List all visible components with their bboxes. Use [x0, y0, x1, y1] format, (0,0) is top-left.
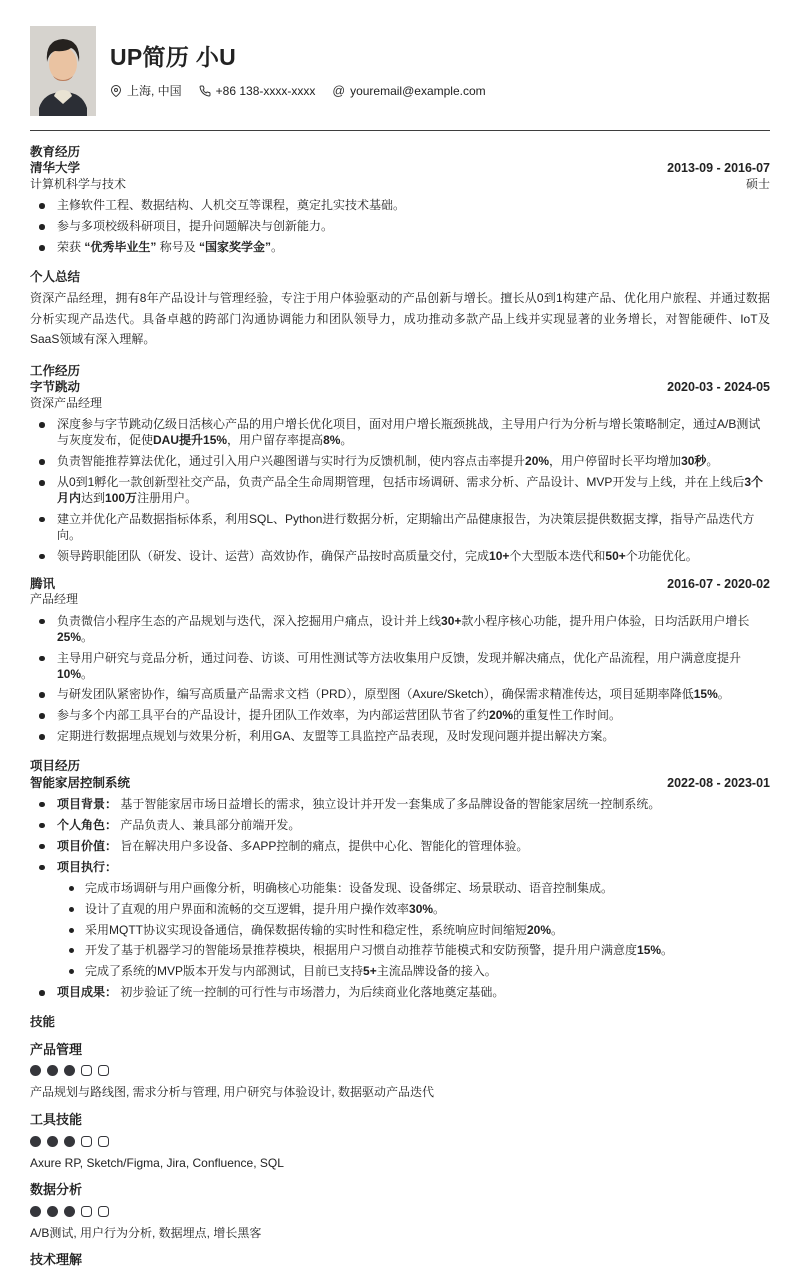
skill-dot	[98, 1136, 109, 1147]
location-text: 上海, 中国	[127, 83, 182, 98]
job-right	[667, 576, 770, 592]
sub-bullet-item: 完成了系统的MVP版本开发与内部测试，目前已支持5+主流品牌设备的接入。	[57, 964, 770, 980]
bullet-item: 参与多个内部工具平台的产品设计，提升团队工作效率，为内部运营团队节省了约20%的重复性工作时间。	[30, 708, 770, 724]
bullet-item: 参与多项校级科研项目，提升问题解决与创新能力。	[30, 219, 770, 235]
bullet-item: 负责智能推荐算法优化，通过引入用户兴趣图谱与实时行为反馈机制，使内容点击率提升20%，用户停留时长平均增加30秒。	[30, 454, 770, 470]
skill-group-name: 工具技能	[30, 1111, 83, 1127]
bullet-item: 负责微信小程序生态的产品规划与迭代，深入挖掘用户痛点，设计并上线30+款小程序核心功能，提升用户体验，日均活跃用户增长25%。	[30, 614, 770, 646]
project-entry-head	[30, 775, 770, 791]
section-title-projects: 项目经历	[30, 759, 81, 774]
skill-group-name: 技术理解	[30, 1251, 83, 1267]
job-list	[30, 379, 770, 745]
project-bullet-text: 项目成果： 初步验证了统一控制的可行性与市场潜力，为后续商业化落地奠定基础。	[57, 985, 505, 1000]
page-title: UP简历 小U	[110, 43, 237, 70]
header-text	[110, 43, 486, 99]
contact-phone	[199, 84, 316, 100]
skill-group	[30, 1252, 770, 1276]
at-icon: @	[332, 84, 346, 99]
contact-row	[110, 84, 486, 100]
skill-level-indicator	[30, 1065, 770, 1076]
section-title-education: 教育经历	[30, 145, 81, 159]
skill-dot	[30, 1136, 41, 1147]
bullet-item: 领导跨职能团队（研发、设计、运营）高效协作，确保产品按时高质量交付，完成10+个大型版本迭代和50+个功能优化。	[30, 549, 770, 565]
section-skills	[30, 1014, 770, 1275]
company-name: 字节跳动	[30, 380, 81, 395]
skill-dot	[64, 1136, 75, 1147]
degree-name: 硕士	[745, 176, 770, 191]
skill-group	[30, 1112, 770, 1171]
job-entry	[30, 379, 770, 564]
bullet-item: 建立并优化产品数据指标体系，利用SQL、Python进行数据分析，定期输出产品健康报告，为决策层提供数据支撑，指导产品迭代方向。	[30, 512, 770, 544]
job-left	[30, 576, 78, 608]
sub-bullet-item: 完成市场调研与用户画像分析，明确核心功能集：设备发现、设备绑定、场景联动、语音控制集成。	[57, 881, 770, 897]
skill-group	[30, 1042, 770, 1101]
map-pin-icon	[110, 85, 122, 97]
project-bullet	[30, 985, 770, 1001]
job-role: 资深产品经理	[30, 395, 103, 410]
project-date: 2022-08 - 2023-01	[667, 775, 770, 790]
project-bullet	[30, 860, 770, 981]
section-summary	[30, 269, 770, 350]
contact-email	[332, 84, 485, 100]
project-bullet-text: 个人角色： 产品负责人、兼具部分前端开发。	[57, 817, 301, 832]
skill-detail-text: 产品规划与路线图, 需求分析与管理, 用户研究与体验设计, 数据驱动产品迭代	[30, 1085, 435, 1100]
sub-bullet-item: 采用MQTT协议实现设备通信，确保数据传输的实时性和稳定性，系统响应时间缩短20%。	[57, 923, 770, 939]
job-role: 产品经理	[30, 592, 79, 607]
job-date: 2016-07 - 2020-02	[667, 576, 770, 591]
bullet-item: 定期进行数据埋点规划与效果分析，利用GA、友盟等工具监控产品表现，及时发现问题并提出解决方案。	[30, 729, 770, 745]
email-text: youremail@example.com	[350, 83, 486, 98]
section-title-skills: 技能	[30, 1015, 56, 1030]
skill-dot	[64, 1065, 75, 1076]
project-bullet	[30, 839, 770, 855]
skill-dot	[30, 1206, 41, 1217]
job-entry-head	[30, 576, 770, 608]
phone-icon	[199, 85, 211, 97]
project-bullets	[30, 797, 770, 1002]
skill-dot	[30, 1065, 41, 1076]
job-bullets	[30, 417, 770, 565]
school-name: 清华大学	[30, 161, 81, 176]
skill-group-name: 产品管理	[30, 1041, 83, 1057]
project-bullet-text: 项目执行：	[57, 859, 118, 874]
skill-dot	[47, 1136, 58, 1147]
job-left	[30, 379, 102, 411]
job-entry-head	[30, 379, 770, 411]
education-left	[30, 160, 126, 192]
skill-dot	[47, 1065, 58, 1076]
skill-dot	[47, 1206, 58, 1217]
skill-group-list	[30, 1042, 770, 1276]
education-right	[667, 160, 770, 192]
portrait-photo	[30, 26, 96, 116]
skill-detail-text: Axure RP, Sketch/Figma, Jira, Confluence, SQL	[30, 1155, 284, 1170]
skill-dot	[64, 1206, 75, 1217]
skill-dot	[98, 1206, 109, 1217]
phone-text: +86 138-xxxx-xxxx	[215, 83, 316, 98]
skill-dot	[98, 1065, 109, 1076]
bullet-item: 主导用户研究与竞品分析，通过问卷、访谈、可用性测试等方法收集用户反馈，发现并解决痛点，优化产品流程，用户满意度提升10%。	[30, 651, 770, 683]
job-date: 2020-03 - 2024-05	[667, 380, 770, 395]
skill-level-indicator	[30, 1206, 770, 1217]
section-title-summary: 个人总结	[30, 269, 81, 284]
bullet-item: 从0到1孵化一款创新型社交产品，负责产品全生命周期管理，包括市场调研、需求分析、产品设计、MVP开发与上线，并在上线后3个月内达到100万注册用户。	[30, 475, 770, 507]
bullet-item: 主修软件工程、数据结构、人机交互等课程，奠定扎实技术基础。	[30, 198, 770, 214]
section-projects	[30, 758, 770, 1001]
skill-dot	[81, 1065, 92, 1076]
project-sub-bullets	[57, 881, 770, 981]
skill-level-indicator	[30, 1136, 770, 1147]
job-entry	[30, 576, 770, 746]
section-education	[30, 144, 770, 256]
project-bullet-text: 项目背景： 基于智能家居市场日益增长的需求，独立设计并开发一套集成了多品牌设备的智能家居统一控制系统。	[57, 796, 661, 811]
resume-header	[30, 26, 770, 116]
sub-bullet-item: 开发了基于机器学习的智能场景推荐模块，根据用户习惯自动推荐节能模式和安防预警，提升用户满意度15%。	[57, 943, 770, 959]
skill-group-name: 数据分析	[30, 1181, 83, 1197]
sub-bullet-item: 设计了直观的用户界面和流畅的交互逻辑，提升用户操作效率30%。	[57, 902, 770, 918]
education-date: 2013-09 - 2016-07	[667, 161, 770, 176]
skill-detail-text: A/B测试, 用户行为分析, 数据埋点, 增长黑客	[30, 1225, 262, 1240]
header-divider	[30, 130, 770, 131]
bullet-item: 与研发团队紧密协作，编写高质量产品需求文档（PRD），原型图（Axure/Sketch），确保需求精准传达，项目延期率降低15%。	[30, 687, 770, 703]
project-bullet	[30, 797, 770, 813]
project-bullet	[30, 818, 770, 834]
skill-group	[30, 1182, 770, 1241]
company-name: 腾讯	[30, 576, 56, 591]
bullet-item: 深度参与字节跳动亿级日活核心产品的用户增长优化项目，面对用户增长瓶颈挑战，主导用户行为分析与增长策略制定，通过A/B测试与灰度发布，促使DAU提升15%，用户留存率提高8%。	[30, 417, 770, 449]
bullet-item: 荣获 “优秀毕业生” 称号及 “国家奖学金”。	[30, 240, 770, 256]
education-entry-head	[30, 160, 770, 192]
portrait-photo-illustration	[30, 26, 96, 116]
job-right	[667, 379, 770, 395]
section-title-work: 工作经历	[30, 364, 81, 379]
major-name: 计算机科学与技术	[30, 176, 127, 191]
contact-location	[110, 84, 182, 100]
job-bullets	[30, 614, 770, 746]
education-bullets	[30, 198, 770, 256]
summary-text: 资深产品经理，拥有8年产品设计与管理经验，专注于用户体验驱动的产品创新与增长。擅长从0到1构建产品、优化用户旅程、并通过数据分析实现产品迭代。具备卓越的跨部门沟通协调能力和团队领导力，成功推动多款产品上线并实现显著的业务增长，对智能硬件、IoT及SaaS领域有深入理解。	[30, 291, 770, 347]
section-work	[30, 363, 770, 745]
skill-dot	[81, 1206, 92, 1217]
project-name: 智能家居控制系统	[30, 775, 131, 790]
skill-dot	[81, 1136, 92, 1147]
project-bullet-text: 项目价值： 旨在解决用户多设备、多APP控制的痛点，提供中心化、智能化的管理体验。	[57, 838, 529, 853]
